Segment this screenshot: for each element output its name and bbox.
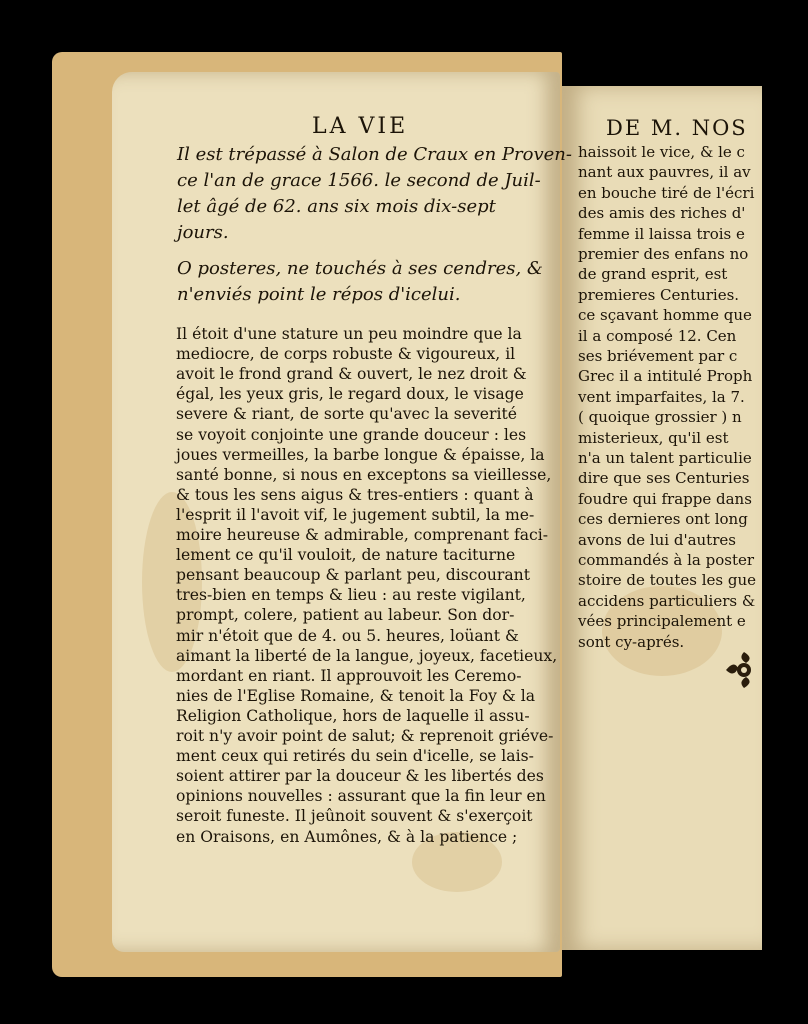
right-line: dire que ses Centuries	[578, 469, 750, 488]
right-line: Grec il a intitulé Proph	[578, 367, 753, 386]
right-line: stoire de toutes les gue	[578, 571, 756, 590]
body-line: roit n'y avoir point de salut; & reprenoit griéve-	[176, 727, 554, 745]
body-line: ment ceux qui retirés du sein d'icelle, se lais-	[176, 747, 534, 766]
body-line: santé bonne, si nous en exceptons sa vieillesse,	[176, 465, 552, 484]
running-head-right: DE M. NOS	[606, 116, 748, 140]
body-line: prompt, colere, patient au labeur. Son dor-	[176, 606, 515, 625]
body-line: pensant beaucoup & parlant peu, discourant	[176, 566, 530, 585]
right-line: en bouche tiré de l'écri	[578, 183, 755, 202]
right-line: n'a un talent particulie	[578, 449, 752, 467]
body-line: mordant en riant. Il approuvoit les Ceremo-	[176, 666, 522, 685]
motto-line: n'enviés point le répos d'icelui.	[177, 284, 461, 305]
right-line: vent imparfaites, la 7.	[578, 387, 745, 406]
body-line: joues vermeilles, la barbe longue & épaisse, la	[176, 445, 545, 464]
right-line: commandés à la poster	[578, 551, 755, 569]
body-line: soient attirer par la douceur & les libertés des	[176, 767, 544, 786]
right-line: haissoit le vice, & le c	[578, 143, 745, 161]
right-line: femme il laissa trois e	[578, 224, 745, 243]
right-line: ces dernieres ont long	[578, 510, 748, 529]
right-line: premieres Centuries.	[578, 285, 740, 304]
right-line: ce sçavant homme que	[578, 306, 752, 325]
motto-line: O posteres, ne touchés à ses cendres, &	[177, 258, 543, 279]
body-line: Religion Catholique, hors de laquelle il assu-	[176, 706, 530, 725]
right-line: avons de lui d'autres	[578, 530, 736, 549]
right-line: foudre qui frappe dans	[578, 489, 752, 508]
body-line: moire heureuse & admirable, comprenant faci-	[176, 526, 549, 544]
body-line: lement ce qu'il vouloit, de nature taciturne	[176, 546, 516, 565]
body-line: Il étoit d'une stature un peu moindre que la	[176, 325, 522, 343]
right-line: ses briévement par c	[578, 347, 738, 365]
body-line: severe & riant, de sorte qu'avec la severité	[176, 405, 517, 424]
right-line: premier des enfans no	[578, 245, 749, 263]
body-line: tres-bien en temps & lieu : au reste vigilant,	[176, 586, 526, 605]
body-line: nies de l'Eglise Romaine, & tenoit la Foy & la	[176, 686, 536, 705]
italic-line: let âgé de 62. ans six mois dix-sept	[177, 196, 496, 217]
body-line: avoit le frond grand & ouvert, le nez droit &	[176, 365, 527, 384]
right-line: vées principalement e	[578, 612, 746, 631]
body-line: & tous les sens aigus & tres-entiers : quant à	[176, 485, 534, 504]
body-line: mediocre, de corps robuste & vigoureux, il	[176, 345, 516, 364]
right-line: misterieux, qu'il est	[578, 428, 729, 447]
body-line: mir n'étoit que de 4. ou 5. heures, loüant &	[176, 626, 519, 645]
right-page-text-clip	[562, 86, 760, 950]
italic-line: ce l'an de grace 1566. le second de Juil-	[177, 170, 541, 191]
right-line: des amis des riches d'	[578, 204, 746, 223]
body-line: opinions nouvelles : assurant que la fin leur en	[176, 787, 546, 806]
body-line: seroit funeste. Il jeûnoit souvent & s'exerçoit	[176, 807, 533, 826]
body-line: l'esprit il l'avoit vif, le jugement subtil, la me-	[176, 505, 535, 524]
body-line: se voyoit conjointe une grande douceur : les	[176, 425, 527, 444]
right-line: de grand esprit, est	[578, 265, 728, 284]
right-line: accidens particuliers &	[578, 591, 756, 610]
right-line: ( quoique grossier ) n	[578, 408, 742, 427]
right-line: nant aux pauvres, il av	[578, 163, 751, 182]
italic-line: Il est trépassé à Salon de Craux en Proven-	[177, 144, 572, 165]
italic-line: jours.	[177, 222, 229, 243]
running-head-left: LA VIE	[312, 114, 409, 139]
body-line: aimant la liberté de la langue, joyeux, facetieux,	[176, 646, 558, 665]
body-line: égal, les yeux gris, le regard doux, le visage	[176, 385, 524, 404]
body-line: en Oraisons, en Aumônes, & à la patience ;	[176, 827, 518, 846]
right-line: il a composé 12. Cen	[578, 326, 737, 345]
right-line: sont cy-aprés.	[578, 632, 685, 651]
fleuron-ornament-icon	[724, 650, 760, 690]
